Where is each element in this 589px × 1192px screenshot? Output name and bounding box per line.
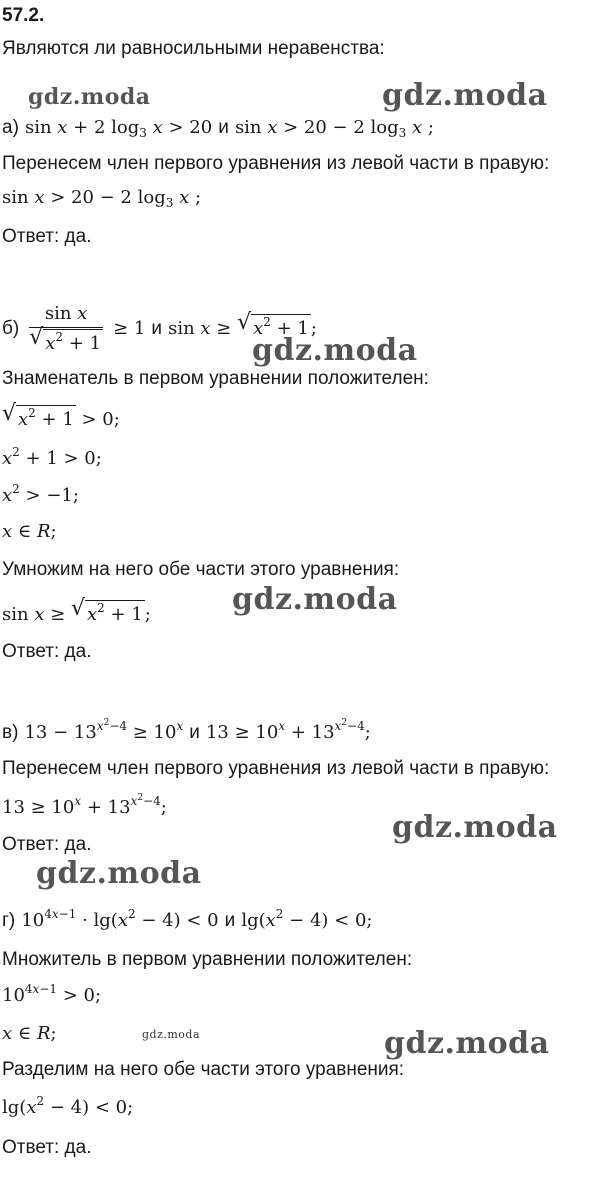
question-text: Являются ли равносильными неравенства: [2, 38, 385, 59]
part-d-label: г) [2, 910, 16, 931]
part-c-step: Перенесем член первого уравнения из левой части в правую: [2, 758, 550, 779]
conjunction: и [224, 910, 236, 931]
part-a-step: Перенесем член первого уравнения из левой части в правую: [2, 153, 550, 174]
watermark: gdz.moda [36, 856, 202, 891]
watermark: gdz.moda [28, 84, 151, 110]
part-b-line2: $x^2 + 1 > 0$; [2, 445, 102, 469]
watermark: gdz.moda [252, 333, 418, 368]
watermark: gdz.moda [142, 1028, 201, 1041]
part-b-result: sin x ≥ √ $x^2 + 1$ ; [2, 596, 151, 625]
problem-number: 57.2. [2, 5, 45, 26]
watermark: gdz.moda [384, 1026, 550, 1061]
part-b-line1: √ $x^2 + 1 > 0$; [2, 401, 120, 430]
part-c-label: в) [2, 722, 19, 743]
part-b-line4: x ∈ R; [2, 521, 57, 542]
watermark: gdz.moda [232, 582, 398, 617]
part-c-statement: в) $13 - 13^{x^2-4} \ge 10^x$ и $13 \ge 10^x + 13^{x^2-4}$; [2, 718, 371, 743]
part-b-step: Умножим на него обе части этого уравнения: [2, 559, 400, 580]
part-b-line3: $x^2 > -1$; [2, 482, 79, 506]
conjunction: и [151, 318, 163, 339]
part-d-line2: x ∈ R; [2, 1023, 57, 1044]
part-d-step: Разделим на него обе части этого уравнения: [2, 1059, 405, 1080]
part-b-step: Знаменатель в первом уравнении положителен: [2, 368, 429, 389]
conjunction: и [189, 722, 200, 743]
part-a-answer: Ответ: да. [2, 226, 92, 247]
part-d-step: Множитель в первом уравнении положителен: [2, 949, 413, 970]
part-a-result: sin x > 20 − 2 $\log_3 x$ ; [2, 187, 202, 210]
watermark: gdz.moda [382, 78, 548, 113]
part-a-label: а) [2, 117, 19, 138]
part-b-label: б) [2, 318, 20, 339]
conjunction: и [218, 117, 229, 138]
part-d-answer: Ответ: да. [2, 1137, 92, 1158]
part-d-result: $\lg(x^2 - 4) < 0$; [2, 1094, 134, 1118]
part-c-result: $13 \ge 10^x + 13^{x^2-4}$; [2, 793, 167, 818]
part-d-statement: г) $10^{4x-1} \cdot \lg(x^2 - 4) < 0$ и $\lg(x^2 - 4) < 0$; [2, 907, 373, 931]
part-b-statement: б) sin x √ $x^2 + 1$ ≥ 1 и sin x ≥ √ $x^2 + 1$ ; [2, 303, 317, 354]
part-a-statement: а) sin x + 2 $\log_3 x > 20$ и sin x > 20 − 2 $\log_3 x$ ; [2, 117, 434, 140]
part-b-answer: Ответ: да. [2, 641, 92, 662]
part-d-line1: $10^{4x-1} > 0$; [2, 982, 102, 1006]
watermark: gdz.moda [392, 810, 558, 845]
part-c-answer: Ответ: да. [2, 834, 92, 855]
